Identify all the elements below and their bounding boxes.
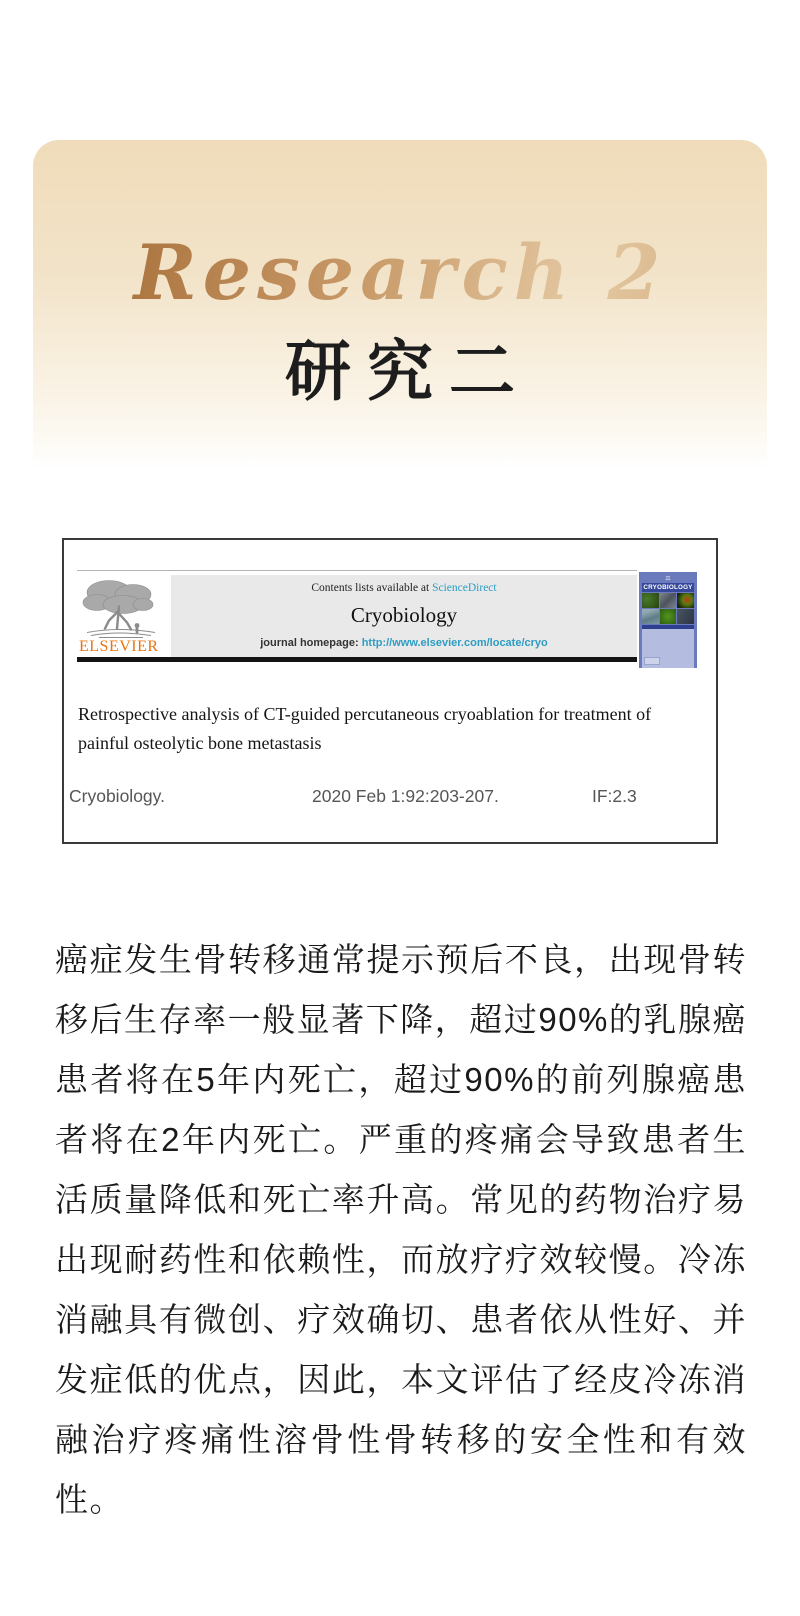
hero-panel [33, 140, 767, 470]
cover-title: CRYOBIOLOGY [643, 584, 693, 591]
article-title: Retrospective analysis of CT-guided percutaneous cryoablation for treatment of painful osteolytic bone metastasis [78, 704, 652, 753]
summary-paragraph: 癌症发生骨转移通常提示预后不良，出现骨转移后生存率一般显著下降，超过90%的乳腺癌患者将在5年内死亡，超过90%的前列腺癌患者将在2年内死亡。严重的疼痛会导致患者生活质量降低和死亡率升高。常见的药物治疗易出现耐药性和依赖性，而放疗疗效较慢。冷冻消融具有微创、疗效确切、患者依从性好、并发症低的优点，因此，本文评估了经皮冷冻消融治疗疼痛性溶骨性骨转移的安全性和有效性。 [55, 941, 747, 1518]
homepage-prefix: journal homepage: [260, 637, 362, 649]
cover-thumb-1 [642, 593, 659, 608]
elsevier-wordmark: ELSEVIER [79, 638, 159, 655]
citation-impact-factor: IF:2.3 [592, 786, 637, 806]
hero-title-english: Research 2 [33, 228, 767, 317]
journal-banner [171, 575, 637, 657]
cover-thumb-5 [660, 609, 677, 624]
cover-society-icon: ⚖ [665, 576, 671, 582]
cover-thumb-3 [677, 593, 694, 608]
citation-row [64, 786, 716, 810]
hero-title-chinese: 研究二 [285, 336, 531, 409]
journal-homepage-link[interactable]: http://www.elsevier.com/locate/cryo [361, 637, 548, 649]
cover-lower-patch [644, 657, 660, 665]
contents-line [177, 582, 631, 594]
sciencedirect-link[interactable]: ScienceDirect [432, 582, 497, 594]
elsevier-tree-logo [79, 576, 161, 639]
journal-header [77, 570, 703, 668]
elsevier-logo-block [77, 575, 171, 657]
contents-prefix: Contents lists available at [311, 582, 433, 594]
cover-thumb-4 [642, 609, 659, 624]
journal-name: Cryobiology [350, 603, 458, 627]
journal-article-card [62, 538, 718, 844]
citation-journal: Cryobiology. [69, 786, 165, 806]
journal-cover-thumbnail [639, 572, 697, 668]
cover-image-grid [642, 593, 694, 624]
citation-date-pages: 2020 Feb 1:92:203-207. [312, 786, 499, 806]
cover-thumb-2 [660, 593, 677, 608]
journal-header-main [77, 570, 637, 662]
homepage-line [177, 637, 631, 649]
cover-thumb-6 [677, 609, 694, 624]
cover-lower-area [642, 629, 694, 668]
